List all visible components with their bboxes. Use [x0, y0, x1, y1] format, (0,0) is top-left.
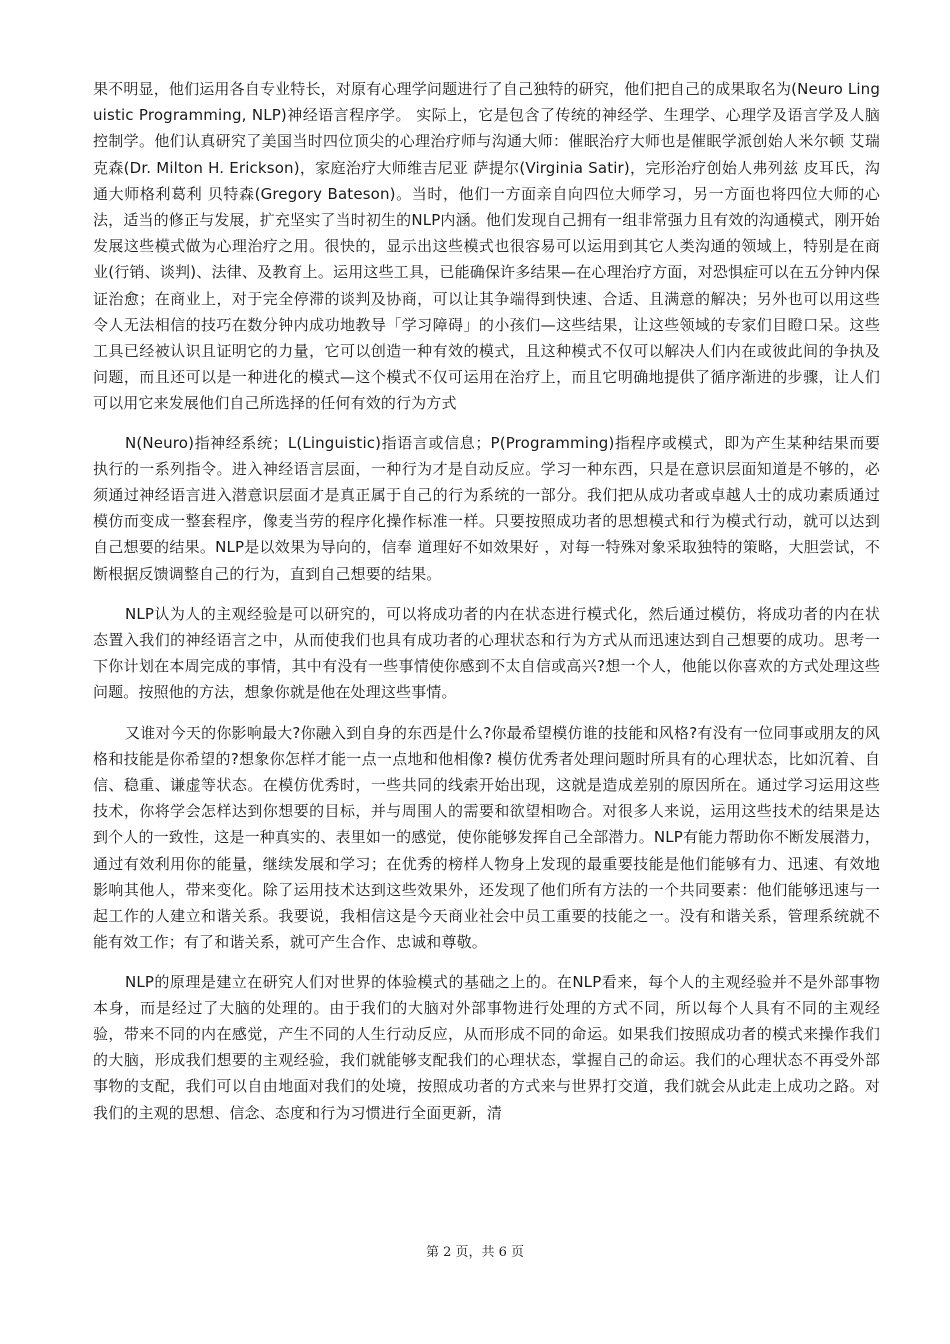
paragraph-nlp-principle: NLP的原理是建立在研究人们对世界的体验模式的基础之上的。在NLP看来，每个人的主观经验并不是外部事物本身，而是经过了大脑的处理的。由于我们的大脑对外部事物进行处理的方式不同，所以每个人具有不同的主观经验，带来不同的内在感觉，产生不同的人生行动反应，从而形成不同的命运。如果我们按照成功者的模式来操作我们的大脑，形成我们想要的主观经验，我们就能够支配我们的心理状态，掌握自己的命运。我们的心理状态不再受外部事物的支配，我们可以自由地面对我们的处境，按照成功者的方式来与世界打交道，我们就会从此走上成功之路。对我们的主观的思想、信念、态度和行为习惯进行全面更新，清 [93, 972, 880, 1122]
paragraph-continued-nlp-origin: 果不明显，他们运用各自专业特长，对原有心理学问题进行了自己独特的研究，他们把自己的成果取名为(Neuro Linguistic Programming, NLP)神经语言程序学。 实际上，它是包含了传统的神经学、生理学、心理学及语言学及人脑控制学。他们认真研究了美国当时四位顶尖的心理治疗师与沟通大师：催眠治疗大师也是催眠学派创始人米尔顿 艾瑞克森(Dr. Milton H. Erickson)，家庭治疗大师维吉尼亚 萨提尔(Virginia Satir)，完形治疗创始人弗列兹 皮耳氏，沟通大师格利葛利 贝特森(Gregory Bateson)。当时，他们一方面亲自向四位大师学习，另一方面也将四位大师的心法，适当的修正与发展，扩充坚实了当时初生的NLP内涵。他们发现自己拥有一组非常强力且有效的沟通模式，刚开始发展这些模式做为心理治疗之用。很快的，显示出这些模式也很容易可以运用到其它人类沟通的领域上，特别是在商业(行销、谈判)、法律、及教育上。运用这些工具，已能确保许多结果—在心理治疗方面，对恐惧症可以在五分钟内保证治愈；在商业上，对于完全停滞的谈判及协商，可以让其争端得到快速、合适、且满意的解决；另外也可以用这些令人无法相信的技巧在数分钟内成功地教导「学习障碍」的小孩们—这些结果，让这些领域的专家们目瞪口呆。这些工具已经被认识且证明它的力量，它可以创造一种有效的模式，且这种模式不仅可以解决人们内在或彼此间的争执及问题，而且还可以是一种进化的模式—这个模式不仅可运用在治疗上，而且它明确地提供了循序渐进的步骤，让人们可以用它来发展他们自己所选择的任何有效的行为方式 [93, 80, 880, 413]
paragraph-subjective-experience: NLP认为人的主观经验是可以研究的，可以将成功者的内在状态进行模式化，然后通过模仿，将成功者的内在状态置入我们的神经语言之中，从而使我们也具有成功者的心理状态和行为方式从而迅速达到自己想要的成功。思考一下你计划在本周完成的事情，其中有没有一些事情使你感到不太自信或高兴?想一个人，他能以你喜欢的方式处理这些问题。按照他的方法，想象你就是他在处理这些事情。 [93, 604, 880, 702]
paragraph-nlp-definition: N(Neuro)指神经系统；L(Linguistic)指语言或信息；P(Programming)指程序或模式，即为产生某种结果而要执行的一系列指令。进入神经语言层面，一种行为才是自动反应。学习一种东西，只是在意识层面知道是不够的，必须通过神经语言进入潜意识层面才是真正属于自己的行为系统的一部分。我们把从成功者或卓越人士的成功素质通过模仿而变成一整套程序，像麦当劳的程序化操作标准一样。只要按照成功者的思想模式和行为模式行动，就可以达到自己想要的结果。NLP是以效果为导向的，信奉 道理好不如效果好 ，对每一特殊对象采取独特的策略，大胆尝试，不断根据反馈调整自己的行为，直到自己想要的结果。 [93, 433, 880, 583]
page-footer: 第 2 页，共 6 页 [425, 1245, 525, 1260]
document-body [93, 76, 880, 1126]
paragraph-modeling-excellence: 又谁对今天的你影响最大?你融入到自身的东西是什么?你最希望模仿谁的技能和风格?有没有一位同事或朋友的风格和技能是你希望的?想象你怎样才能一点一点地和他相像? 模仿优秀者处理问题时所具有的心理状态，比如沉着、自信、稳重、谦虚等状态。在模仿优秀时，一些共同的线索开始出现，这就是造成差别的原因所在。通过学习运用这些技术，你将学会怎样达到你想要的目标，并与周围人的需要和欲望相吻合。对很多人来说，运用这些技术的结果是达到个人的一致性，这是一种真实的、表里如一的感觉，使你能够发挥自己全部潜力。NLP有能力帮助你不断发展潜力，通过有效利用你的能量，继续发展和学习；在优秀的榜样人物身上发现的最重要技能是他们能够有力、迅速、有效地影响其他人，带来变化。除了运用技术达到这些效果外，还发现了他们所有方法的一个共同要素：他们能够迅速与一起工作的人建立和谐关系。我要说，我相信这是今天商业社会中员工重要的技能之一。没有和谐关系，管理系统就不能有效工作；有了和谐关系，就可产生合作、忠诚和尊敬。 [93, 723, 880, 952]
